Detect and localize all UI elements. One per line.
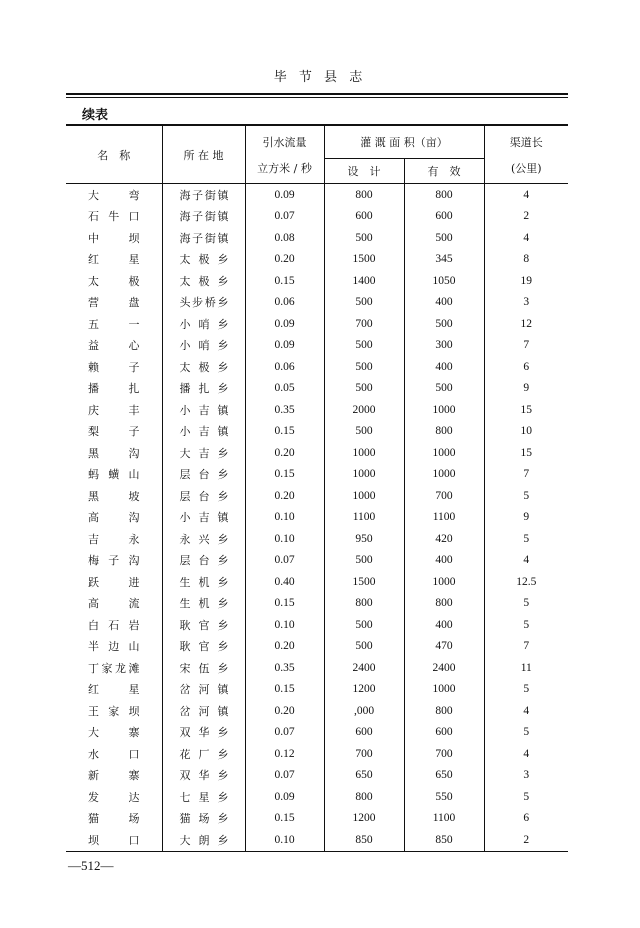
cell-flow: 0.10	[245, 614, 324, 636]
cell-flow: 0.20	[245, 249, 324, 271]
cell-name: 白石岩	[88, 618, 140, 632]
cell-design: 500	[324, 614, 404, 636]
page-number: —512—	[68, 858, 114, 873]
cell-name: 大弯	[88, 188, 140, 202]
cell-design: 600	[324, 206, 404, 228]
cell-name: 红星	[88, 253, 140, 267]
table-row	[66, 829, 568, 851]
cell-design: 650	[324, 765, 404, 787]
cell-design: 1500	[324, 249, 404, 271]
cell-location: 海子街镇	[162, 184, 245, 206]
table-row	[66, 335, 568, 357]
cell-name: 庆丰	[88, 403, 140, 417]
cell-effective: 1100	[404, 507, 484, 529]
cell-location: 头步桥乡	[162, 292, 245, 314]
continued-label: 续表	[82, 108, 109, 123]
cell-design: 1000	[324, 464, 404, 486]
cell-length: 5	[484, 593, 568, 615]
cell-flow: 0.07	[245, 550, 324, 572]
cell-effective: 600	[404, 722, 484, 744]
cell-length: 4	[484, 227, 568, 249]
cell-effective: 345	[404, 249, 484, 271]
cell-effective: 800	[404, 421, 484, 443]
cell-effective: 470	[404, 636, 484, 658]
cell-flow: 0.09	[245, 313, 324, 335]
cell-design: 600	[324, 722, 404, 744]
cell-location: 层台乡	[162, 464, 245, 486]
cell-length: 5	[484, 722, 568, 744]
cell-effective: 700	[404, 743, 484, 765]
cell-name: 黑坡	[88, 489, 140, 503]
cell-effective: 400	[404, 292, 484, 314]
col-header-irrigation: 灌 溉 面 积（亩）	[324, 125, 484, 159]
table-row	[66, 507, 568, 529]
cell-flow: 0.35	[245, 399, 324, 421]
cell-location: 太极乡	[162, 249, 245, 271]
cell-location: 播扎乡	[162, 378, 245, 400]
cell-flow: 0.10	[245, 528, 324, 550]
cell-effective: 420	[404, 528, 484, 550]
cell-effective: 300	[404, 335, 484, 357]
cell-length: 2	[484, 829, 568, 851]
cell-design: 500	[324, 636, 404, 658]
cell-flow: 0.08	[245, 227, 324, 249]
cell-design: 800	[324, 593, 404, 615]
cell-effective: 800	[404, 700, 484, 722]
cell-flow: 0.40	[245, 571, 324, 593]
cell-name: 新寨	[88, 769, 140, 783]
cell-effective: 650	[404, 765, 484, 787]
cell-design: 500	[324, 378, 404, 400]
cell-design: ,000	[324, 700, 404, 722]
cell-length: 7	[484, 636, 568, 658]
cell-location: 小吉镇	[162, 421, 245, 443]
cell-name: 丁家龙滩	[88, 661, 140, 675]
cell-location: 小哨乡	[162, 313, 245, 335]
cell-length: 8	[484, 249, 568, 271]
irrigation-channels-table	[66, 124, 568, 852]
table-body	[66, 184, 568, 852]
cell-length: 9	[484, 378, 568, 400]
cell-effective: 600	[404, 206, 484, 228]
cell-design: 1200	[324, 679, 404, 701]
cell-design: 700	[324, 313, 404, 335]
cell-length: 15	[484, 442, 568, 464]
cell-location: 七星乡	[162, 786, 245, 808]
cell-effective: 1100	[404, 808, 484, 830]
table-row	[66, 743, 568, 765]
cell-length: 5	[484, 528, 568, 550]
table-row	[66, 528, 568, 550]
cell-length: 5	[484, 485, 568, 507]
table-row	[66, 249, 568, 271]
cell-flow: 0.09	[245, 335, 324, 357]
cell-name: 石牛口	[88, 210, 140, 224]
cell-effective: 550	[404, 786, 484, 808]
table-row	[66, 270, 568, 292]
cell-flow: 0.09	[245, 786, 324, 808]
table-row	[66, 657, 568, 679]
cell-location: 花厂乡	[162, 743, 245, 765]
cell-location: 小吉镇	[162, 507, 245, 529]
cell-length: 3	[484, 765, 568, 787]
cell-location: 太极乡	[162, 356, 245, 378]
cell-name: 播扎	[88, 382, 140, 396]
cell-flow: 0.07	[245, 722, 324, 744]
cell-name: 蚂蟥山	[88, 468, 140, 482]
table-row	[66, 313, 568, 335]
table-row	[66, 485, 568, 507]
cell-effective: 500	[404, 313, 484, 335]
cell-flow: 0.07	[245, 206, 324, 228]
cell-length: 4	[484, 700, 568, 722]
cell-flow: 0.15	[245, 270, 324, 292]
cell-name: 五一	[88, 317, 140, 331]
cell-design: 1100	[324, 507, 404, 529]
col-header-design: 设 计	[324, 159, 404, 184]
cell-effective: 400	[404, 356, 484, 378]
cell-name: 梅子沟	[88, 554, 140, 568]
cell-name: 大寨	[88, 726, 140, 740]
cell-length: 15	[484, 399, 568, 421]
cell-design: 700	[324, 743, 404, 765]
cell-name: 坝口	[66, 829, 162, 851]
cell-name: 营盘	[88, 296, 140, 310]
cell-name: 高沟	[88, 511, 140, 525]
cell-name: 益心	[88, 339, 140, 353]
cell-length: 11	[484, 657, 568, 679]
cell-flow: 0.12	[245, 743, 324, 765]
cell-flow: 0.20	[245, 485, 324, 507]
cell-location: 小哨乡	[162, 335, 245, 357]
cell-name: 半边山	[88, 640, 140, 654]
cell-name: 梨子	[88, 425, 140, 439]
cell-design: 1200	[324, 808, 404, 830]
cell-design: 1000	[324, 485, 404, 507]
table-row	[66, 614, 568, 636]
header-rule-thin	[66, 97, 568, 98]
col-header-location: 所 在 地	[162, 125, 245, 184]
cell-effective: 1000	[404, 399, 484, 421]
cell-flow: 0.35	[245, 657, 324, 679]
cell-design: 800	[324, 786, 404, 808]
cell-flow: 0.20	[245, 636, 324, 658]
cell-length: 9	[484, 507, 568, 529]
cell-name: 跃进	[88, 575, 140, 589]
cell-flow: 0.07	[245, 765, 324, 787]
table-row	[66, 700, 568, 722]
col-header-channel-line2: (公里)	[510, 161, 542, 175]
col-header-flow-line2: 立方米 / 秒	[257, 161, 312, 175]
cell-location: 永兴乡	[162, 528, 245, 550]
cell-location: 耿官乡	[162, 636, 245, 658]
cell-flow: 0.06	[245, 292, 324, 314]
cell-flow: 0.10	[245, 507, 324, 529]
cell-effective: 800	[404, 593, 484, 615]
cell-length: 5	[484, 679, 568, 701]
col-header-channel-line1: 渠道长	[509, 135, 543, 149]
cell-effective: 500	[404, 378, 484, 400]
col-header-channel	[484, 125, 568, 184]
cell-design: 2400	[324, 657, 404, 679]
table-row	[66, 571, 568, 593]
cell-design: 500	[324, 356, 404, 378]
table-row	[66, 679, 568, 701]
cell-flow: 0.20	[245, 442, 324, 464]
cell-effective: 400	[404, 550, 484, 572]
table-row	[66, 442, 568, 464]
cell-length: 5	[484, 614, 568, 636]
cell-effective: 500	[404, 227, 484, 249]
cell-location: 海子街镇	[162, 206, 245, 228]
cell-location: 层台乡	[162, 550, 245, 572]
table-row	[66, 636, 568, 658]
cell-name: 黑沟	[88, 446, 140, 460]
cell-length: 4	[484, 550, 568, 572]
cell-name: 中坝	[88, 231, 140, 245]
table-row	[66, 786, 568, 808]
cell-effective: 1000	[404, 571, 484, 593]
cell-design: 950	[324, 528, 404, 550]
cell-length: 4	[484, 743, 568, 765]
cell-location: 双华乡	[162, 722, 245, 744]
table-row	[66, 593, 568, 615]
table-row	[66, 292, 568, 314]
table-row	[66, 206, 568, 228]
cell-effective: 1000	[404, 679, 484, 701]
cell-length: 7	[484, 464, 568, 486]
header-rule	[66, 93, 568, 95]
cell-effective: 2400	[404, 657, 484, 679]
cell-location: 双华乡	[162, 765, 245, 787]
cell-length: 10	[484, 421, 568, 443]
cell-location: 层台乡	[162, 485, 245, 507]
cell-name: 红星	[88, 683, 140, 697]
cell-design: 1000	[324, 442, 404, 464]
cell-flow: 0.06	[245, 356, 324, 378]
cell-location: 太极乡	[162, 270, 245, 292]
table-row	[66, 550, 568, 572]
cell-effective: 1050	[404, 270, 484, 292]
cell-name: 水口	[88, 747, 140, 761]
cell-length: 7	[484, 335, 568, 357]
cell-name: 赖子	[88, 360, 140, 374]
cell-design: 500	[324, 335, 404, 357]
cell-length: 12.5	[484, 571, 568, 593]
cell-effective: 400	[404, 614, 484, 636]
cell-effective: 1000	[404, 442, 484, 464]
cell-name: 高流	[88, 597, 140, 611]
cell-length: 6	[484, 808, 568, 830]
table-row	[66, 184, 568, 206]
cell-location: 大吉乡	[162, 442, 245, 464]
cell-flow: 0.20	[245, 700, 324, 722]
cell-length: 6	[484, 356, 568, 378]
cell-flow: 0.05	[245, 378, 324, 400]
cell-flow: 0.15	[245, 679, 324, 701]
table-row	[66, 356, 568, 378]
cell-length: 5	[484, 786, 568, 808]
cell-flow: 0.10	[245, 829, 324, 851]
col-header-name: 名 称	[66, 125, 162, 184]
table-row	[66, 227, 568, 249]
cell-name: 吉永	[88, 532, 140, 546]
cell-flow: 0.15	[245, 593, 324, 615]
cell-length: 12	[484, 313, 568, 335]
cell-location: 宋伍乡	[162, 657, 245, 679]
cell-flow: 0.09	[245, 184, 324, 206]
cell-name: 猫场	[88, 812, 140, 826]
col-header-flow-line1: 引水流量	[262, 135, 307, 149]
cell-design: 1400	[324, 270, 404, 292]
cell-flow: 0.15	[245, 464, 324, 486]
table-row	[66, 808, 568, 830]
table-row	[66, 421, 568, 443]
cell-design: 850	[324, 829, 404, 851]
cell-design: 500	[324, 227, 404, 249]
cell-location: 猫场乡	[162, 808, 245, 830]
cell-location: 海子街镇	[162, 227, 245, 249]
cell-location: 大朗乡	[162, 829, 245, 851]
cell-effective: 800	[404, 184, 484, 206]
cell-design: 1500	[324, 571, 404, 593]
cell-length: 4	[484, 184, 568, 206]
cell-location: 岔河镇	[162, 700, 245, 722]
cell-design: 500	[324, 421, 404, 443]
col-header-flow	[245, 125, 324, 184]
cell-location: 岔河镇	[162, 679, 245, 701]
cell-name: 太极	[88, 274, 140, 288]
cell-design: 500	[324, 292, 404, 314]
table-row	[66, 464, 568, 486]
page-header: 毕 节 县 志	[273, 70, 367, 85]
cell-flow: 0.15	[245, 808, 324, 830]
table-row	[66, 765, 568, 787]
col-header-effective: 有 效	[404, 159, 484, 184]
cell-effective: 700	[404, 485, 484, 507]
cell-name: 发达	[88, 790, 140, 804]
table-row	[66, 399, 568, 421]
cell-length: 3	[484, 292, 568, 314]
cell-effective: 850	[404, 829, 484, 851]
cell-location: 生机乡	[162, 571, 245, 593]
cell-location: 小吉镇	[162, 399, 245, 421]
table-row	[66, 378, 568, 400]
cell-design: 800	[324, 184, 404, 206]
table-row	[66, 722, 568, 744]
cell-design: 500	[324, 550, 404, 572]
cell-flow: 0.15	[245, 421, 324, 443]
cell-name: 王家坝	[88, 704, 140, 718]
cell-design: 2000	[324, 399, 404, 421]
cell-length: 2	[484, 206, 568, 228]
cell-length: 19	[484, 270, 568, 292]
cell-location: 生机乡	[162, 593, 245, 615]
cell-location: 耿官乡	[162, 614, 245, 636]
cell-effective: 1000	[404, 464, 484, 486]
